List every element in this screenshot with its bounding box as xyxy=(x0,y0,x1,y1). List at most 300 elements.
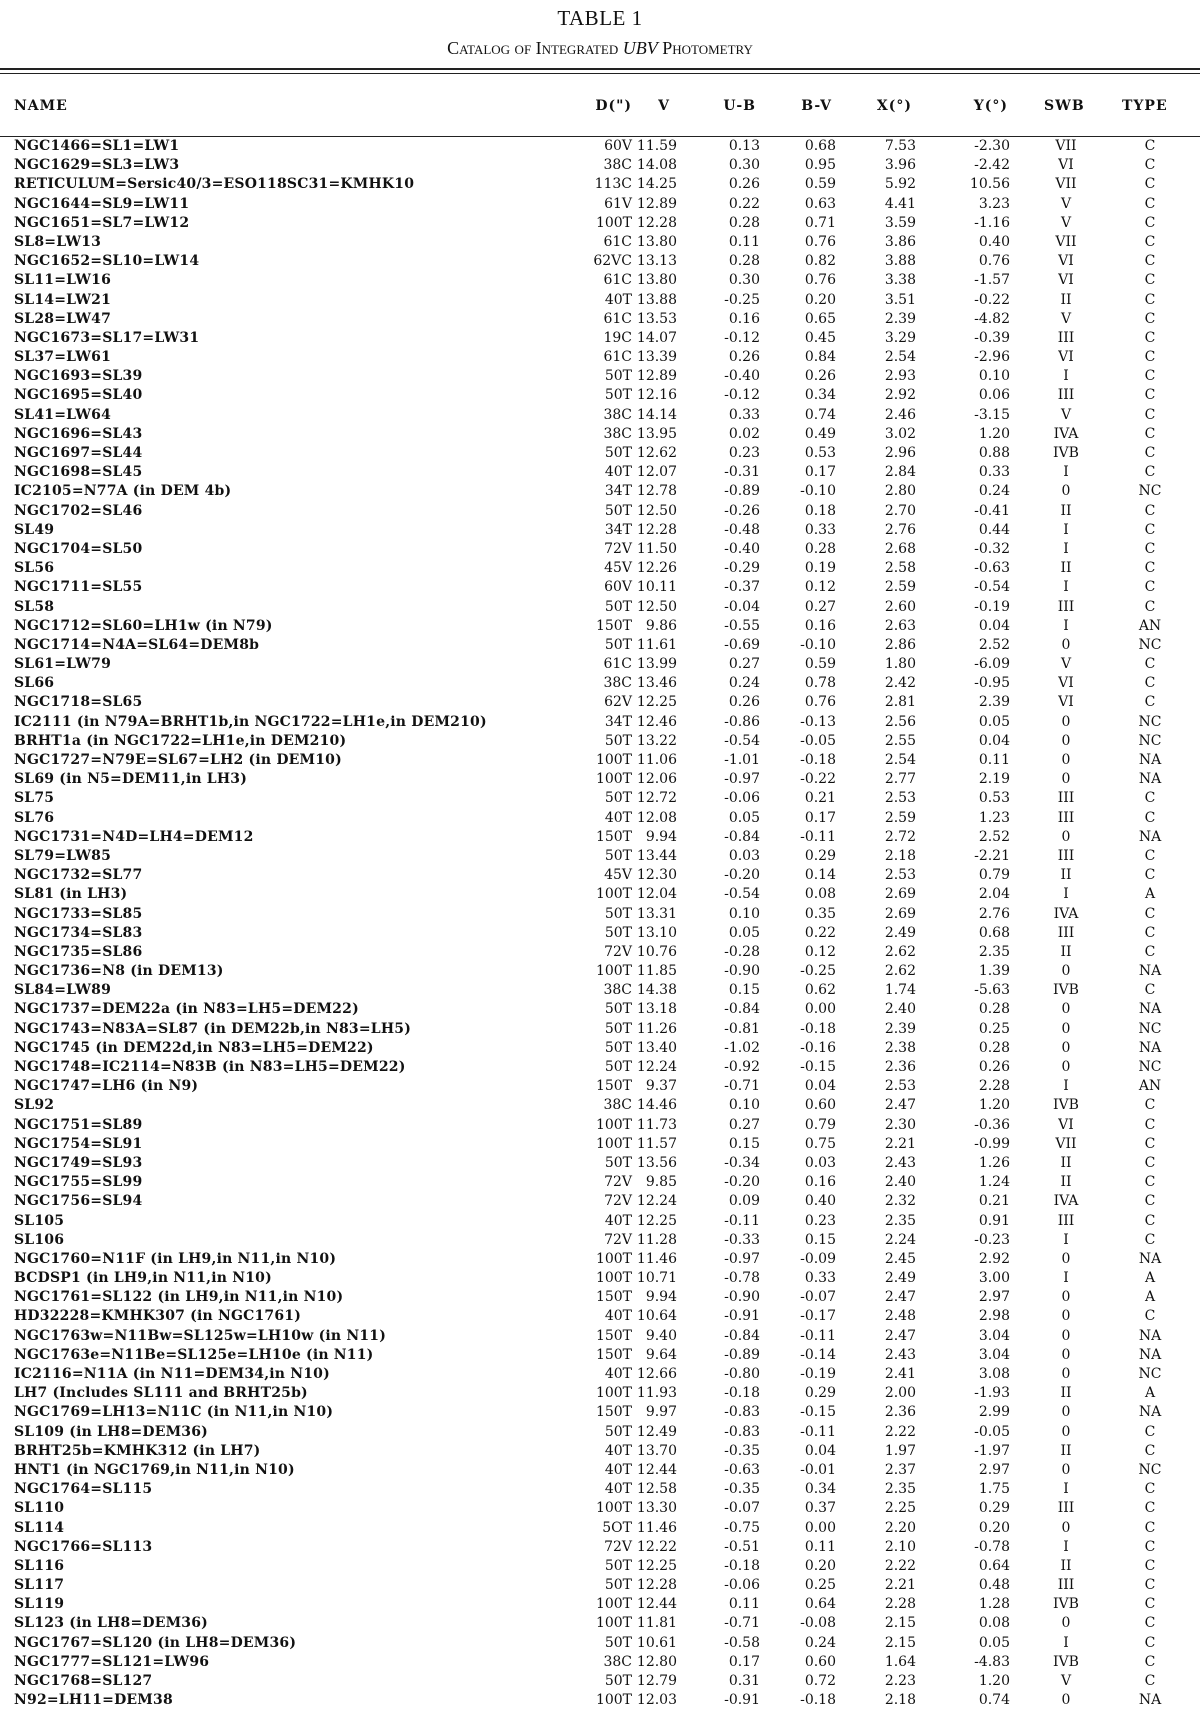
cell-type-text: NA xyxy=(1138,1404,1162,1421)
cell-type-text: A xyxy=(1144,886,1156,903)
cell-u-b: -0.55 xyxy=(724,617,760,634)
cell-name: BRHT25b=KMHK312 (in LH7) xyxy=(14,1442,261,1459)
cell-swb-text: 0 xyxy=(1061,1327,1071,1344)
cell-v: 10.71 xyxy=(636,1270,677,1287)
header-d: D(") xyxy=(595,98,632,114)
cell-name: HD32228=KMHK307 (in NGC1761) xyxy=(14,1308,302,1325)
cell-name: NGC1698=SL45 xyxy=(14,464,143,481)
cell-swb-text: 0 xyxy=(1061,1346,1071,1363)
cell-x: 3.59 xyxy=(884,214,916,231)
cell-swb-text: VI xyxy=(1058,1116,1074,1133)
cell-y: 0.68 xyxy=(978,924,1010,941)
cell-b-v: -0.05 xyxy=(800,732,836,749)
cell-x: 3.02 xyxy=(884,425,916,442)
cell-u-b: -0.06 xyxy=(724,790,760,807)
table-row xyxy=(0,1614,1200,1633)
cell-diameter: 72V xyxy=(604,1193,632,1210)
cell-name: NGC1673=SL17=LW31 xyxy=(14,329,200,346)
cell-v: 13.53 xyxy=(636,310,677,327)
cell-v: 12.03 xyxy=(636,1692,677,1709)
cell-diameter: 19C xyxy=(603,329,632,346)
cell-v: 11.28 xyxy=(636,1231,677,1248)
cell-v: 9.85 xyxy=(645,1174,677,1191)
cell-x: 2.69 xyxy=(884,905,916,922)
cell-diameter: 40T xyxy=(604,464,632,481)
table-row xyxy=(0,540,1200,559)
cell-y: 0.88 xyxy=(978,445,1010,461)
cell-y: 10.56 xyxy=(969,176,1010,193)
cell-name: HNT1 (in NGC1769,in N11,in N10) xyxy=(14,1461,295,1478)
cell-y: 0.74 xyxy=(978,1692,1010,1709)
table-row xyxy=(0,1576,1200,1595)
cell-b-v: 0.19 xyxy=(804,560,836,577)
cell-name: NGC1693=SL39 xyxy=(14,368,143,385)
table-row xyxy=(0,329,1200,348)
table-row xyxy=(0,905,1200,924)
cell-y: 0.05 xyxy=(978,713,1010,730)
table-row xyxy=(0,1691,1200,1710)
cell-u-b: -0.48 xyxy=(724,521,760,538)
cell-v: 11.46 xyxy=(636,1519,677,1536)
cell-y: -0.19 xyxy=(974,598,1010,615)
cell-type-text: C xyxy=(1144,675,1156,692)
cell-type-text: C xyxy=(1144,1193,1156,1210)
cell-y: 0.64 xyxy=(978,1557,1010,1574)
cell-v: 12.79 xyxy=(636,1673,677,1689)
cell-diameter: 150T xyxy=(595,1289,632,1306)
cell-v: 13.31 xyxy=(636,905,677,922)
cell-b-v: -0.18 xyxy=(800,1020,836,1037)
cell-v: 9.86 xyxy=(645,617,677,634)
cell-u-b: -0.86 xyxy=(724,713,760,730)
cell-y: -0.99 xyxy=(974,1135,1010,1152)
cell-v: 12.44 xyxy=(636,1596,677,1613)
cell-swb-text: 0 xyxy=(1061,1519,1071,1536)
cell-y: 0.24 xyxy=(978,483,1010,500)
cell-type-text: C xyxy=(1144,1174,1156,1191)
cell-b-v: 0.34 xyxy=(804,1481,836,1498)
cell-type-text: C xyxy=(1144,195,1156,212)
cell-v: 12.49 xyxy=(636,1423,677,1440)
cell-y: 2.35 xyxy=(978,943,1010,960)
cell-swb-text: 0 xyxy=(1061,1039,1071,1056)
cell-b-v: -0.18 xyxy=(800,752,836,768)
cell-type-text: C xyxy=(1144,1500,1156,1517)
cell-diameter: 100T xyxy=(595,1250,632,1267)
cell-type-text: C xyxy=(1144,1557,1156,1574)
cell-b-v: 0.16 xyxy=(804,1174,836,1191)
cell-y: 2.19 xyxy=(978,771,1010,788)
cell-name: NGC1760=N11F (in LH9,in N11,in N10) xyxy=(14,1250,337,1267)
cell-b-v: 0.95 xyxy=(804,157,836,174)
cell-y: 1.24 xyxy=(978,1174,1010,1191)
table-row xyxy=(0,1557,1200,1576)
cell-diameter: 38C xyxy=(603,1097,632,1114)
table-row xyxy=(0,425,1200,444)
cell-name: SL49 xyxy=(14,521,55,538)
cell-u-b: -0.89 xyxy=(724,483,760,500)
cell-name: SL8=LW13 xyxy=(14,233,102,250)
table-row xyxy=(0,1461,1200,1480)
cell-u-b: 0.11 xyxy=(728,233,760,250)
cell-swb-text: III xyxy=(1057,790,1075,807)
cell-y: 1.39 xyxy=(978,963,1010,980)
cell-b-v: 0.33 xyxy=(804,1270,836,1287)
cell-name: NGC1749=SL93 xyxy=(14,1154,143,1171)
cell-y: 2.92 xyxy=(978,1250,1010,1267)
cell-u-b: -0.91 xyxy=(724,1692,760,1709)
cell-b-v: 0.40 xyxy=(804,1193,836,1210)
cell-name: NGC1651=SL7=LW12 xyxy=(14,214,190,231)
cell-diameter: 40T xyxy=(604,291,632,308)
cell-type-text: C xyxy=(1144,387,1156,404)
cell-name: SL117 xyxy=(14,1577,65,1594)
cell-name: NGC1695=SL40 xyxy=(14,387,143,404)
cell-b-v: 0.12 xyxy=(804,943,836,960)
cell-x: 2.10 xyxy=(884,1538,916,1555)
cell-u-b: 0.22 xyxy=(728,195,760,212)
cell-type-text: C xyxy=(1144,1308,1156,1325)
cell-name: NGC1747=LH6 (in N9) xyxy=(14,1078,199,1095)
cell-name: NGC1733=SL85 xyxy=(14,905,143,922)
cell-x: 2.62 xyxy=(884,963,916,980)
cell-b-v: 0.76 xyxy=(804,272,836,289)
cell-swb-text: II xyxy=(1060,867,1072,884)
cell-b-v: 0.64 xyxy=(804,1596,836,1613)
cell-y: 0.76 xyxy=(978,253,1010,270)
cell-u-b: -0.90 xyxy=(724,1289,760,1306)
cell-name: SL106 xyxy=(14,1231,65,1248)
cell-diameter: 50T xyxy=(604,1001,632,1018)
cell-u-b: -0.83 xyxy=(724,1423,760,1440)
cell-name: NGC1737=DEM22a (in N83=LH5=DEM22) xyxy=(14,1001,359,1018)
cell-b-v: 0.04 xyxy=(804,1078,836,1095)
cell-diameter: 50T xyxy=(604,1059,632,1075)
cell-y: 0.33 xyxy=(978,464,1010,481)
table-row xyxy=(0,559,1200,578)
cell-swb-text: VII xyxy=(1055,138,1077,154)
cell-swb-text: V xyxy=(1060,214,1072,231)
cell-diameter: 50T xyxy=(604,368,632,385)
cell-swb-text: 0 xyxy=(1061,732,1071,749)
header-y: Y(°) xyxy=(973,98,1008,114)
cell-b-v: 0.00 xyxy=(804,1001,836,1018)
cell-y: 3.08 xyxy=(978,1366,1010,1382)
cell-u-b: -0.80 xyxy=(724,1366,760,1382)
cell-diameter: 50T xyxy=(604,1423,632,1440)
cell-diameter: 38C xyxy=(603,157,632,174)
cell-swb-text: III xyxy=(1057,329,1075,346)
cell-u-b: 0.16 xyxy=(728,310,760,327)
cell-v: 12.28 xyxy=(636,521,677,538)
cell-diameter: 50T xyxy=(604,1557,632,1574)
cell-swb-text: 0 xyxy=(1061,1404,1071,1421)
cell-b-v: 0.60 xyxy=(804,1097,836,1114)
cell-v: 14.25 xyxy=(636,176,677,193)
cell-x: 2.53 xyxy=(884,1078,916,1095)
cell-type-text: C xyxy=(1144,1615,1156,1632)
cell-name: LH7 (Includes SL111 and BRHT25b) xyxy=(14,1385,308,1402)
cell-name: SL79=LW85 xyxy=(14,847,112,864)
cell-name: NGC1735=SL86 xyxy=(14,943,143,960)
cell-u-b: -0.35 xyxy=(724,1481,760,1498)
cell-v: 10.76 xyxy=(636,943,677,960)
cell-v: 12.04 xyxy=(636,886,677,903)
cell-name: NGC1766=SL113 xyxy=(14,1538,153,1555)
cell-y: -1.16 xyxy=(974,214,1010,231)
cell-b-v: 0.76 xyxy=(804,233,836,250)
cell-x: 2.15 xyxy=(884,1615,916,1632)
cell-name: NGC1767=SL120 (in LH8=DEM36) xyxy=(14,1634,297,1651)
cell-u-b: -0.25 xyxy=(724,291,760,308)
cell-y: -0.95 xyxy=(974,675,1010,692)
cell-y: -0.78 xyxy=(974,1538,1010,1555)
table-row xyxy=(0,732,1200,751)
cell-type-text: A xyxy=(1144,1385,1156,1402)
cell-v: 12.28 xyxy=(636,1577,677,1594)
cell-type-text: C xyxy=(1144,1154,1156,1171)
cell-x: 7.53 xyxy=(884,138,916,154)
cell-diameter: 38C xyxy=(603,425,632,442)
cell-swb-text: 0 xyxy=(1061,1020,1071,1037)
cell-diameter: 40T xyxy=(604,1212,632,1229)
cell-swb-text: IVA xyxy=(1053,905,1079,922)
cell-diameter: 38C xyxy=(603,406,632,423)
cell-diameter: 40T xyxy=(604,1461,632,1478)
cell-x: 4.41 xyxy=(884,195,916,212)
cell-type-text: C xyxy=(1144,1135,1156,1152)
cell-x: 2.37 xyxy=(884,1461,916,1478)
cell-swb-text: I xyxy=(1063,540,1069,557)
cell-x: 2.47 xyxy=(884,1327,916,1344)
cell-swb-text: IVB xyxy=(1053,1596,1079,1613)
table-row xyxy=(0,885,1200,904)
table-row xyxy=(0,636,1200,655)
cell-name: SL61=LW79 xyxy=(14,656,112,673)
table-row xyxy=(0,1231,1200,1250)
cell-u-b: -0.18 xyxy=(724,1557,760,1574)
cell-x: 2.24 xyxy=(884,1231,916,1248)
cell-swb-text: V xyxy=(1060,406,1072,423)
header-ub: U-B xyxy=(723,98,756,114)
cell-y: 2.04 xyxy=(978,886,1010,903)
cell-u-b: 0.03 xyxy=(728,847,760,864)
cell-y: 1.75 xyxy=(978,1481,1010,1498)
cell-y: 0.44 xyxy=(978,521,1010,538)
cell-b-v: -0.18 xyxy=(800,1692,836,1709)
cell-diameter: 100T xyxy=(595,1270,632,1287)
cell-swb-text: 0 xyxy=(1061,1001,1071,1018)
cell-v: 13.40 xyxy=(636,1039,677,1056)
cell-swb-text: VII xyxy=(1055,1135,1077,1152)
cell-u-b: 0.26 xyxy=(728,694,760,711)
cell-diameter: 50T xyxy=(604,1673,632,1689)
table-row xyxy=(0,1173,1200,1192)
cell-v: 12.22 xyxy=(636,1538,677,1555)
cell-y: -0.22 xyxy=(974,291,1010,308)
table-row xyxy=(0,463,1200,482)
cell-u-b: -0.69 xyxy=(724,636,760,653)
cell-swb-text: I xyxy=(1063,1270,1069,1287)
cell-type-text: C xyxy=(1144,1596,1156,1613)
table-row xyxy=(0,291,1200,310)
cell-swb-text: I xyxy=(1063,1481,1069,1498)
cell-diameter: 50T xyxy=(604,598,632,615)
cell-u-b: 0.15 xyxy=(728,1135,760,1152)
cell-diameter: 100T xyxy=(595,214,632,231)
cell-u-b: -0.97 xyxy=(724,771,760,788)
cell-v: 9.40 xyxy=(645,1327,677,1344)
cell-x: 2.28 xyxy=(884,1596,916,1613)
table-row xyxy=(0,981,1200,1000)
cell-y: 3.00 xyxy=(978,1270,1010,1287)
cell-swb-text: IVA xyxy=(1053,425,1079,442)
cell-b-v: -0.15 xyxy=(800,1404,836,1421)
cell-u-b: 0.15 xyxy=(728,982,760,999)
cell-b-v: 0.65 xyxy=(804,310,836,327)
cell-type-text: C xyxy=(1144,579,1156,596)
cell-diameter: 61C xyxy=(603,656,632,673)
table-row xyxy=(0,1634,1200,1653)
cell-x: 3.86 xyxy=(884,233,916,250)
cell-name: NGC1704=SL50 xyxy=(14,540,143,557)
cell-b-v: 0.21 xyxy=(804,790,836,807)
cell-type-text: NC xyxy=(1138,1366,1162,1382)
table-caption xyxy=(0,38,1200,59)
cell-y: 2.52 xyxy=(978,828,1010,845)
cell-v: 13.56 xyxy=(636,1154,677,1171)
cell-y: -1.97 xyxy=(974,1442,1010,1459)
table-title: TABLE 1 xyxy=(557,6,643,30)
cell-x: 2.62 xyxy=(884,943,916,960)
cell-type-text: C xyxy=(1144,272,1156,289)
cell-u-b: 0.23 xyxy=(728,445,760,461)
cell-swb-text: 0 xyxy=(1061,771,1071,788)
cell-u-b: 0.26 xyxy=(728,349,760,366)
cell-swb-text: VI xyxy=(1058,694,1074,711)
table-row xyxy=(0,655,1200,674)
cell-u-b: 0.10 xyxy=(728,905,760,922)
table-row xyxy=(0,1000,1200,1019)
cell-swb-text: 0 xyxy=(1061,963,1071,980)
cell-diameter: 50T xyxy=(604,1039,632,1056)
cell-u-b: 0.28 xyxy=(728,253,760,270)
cell-x: 2.25 xyxy=(884,1500,916,1517)
cell-b-v: 0.79 xyxy=(804,1116,836,1133)
cell-diameter: 5OT xyxy=(602,1519,632,1536)
cell-type-text: C xyxy=(1144,1634,1156,1651)
cell-b-v: -0.17 xyxy=(800,1308,836,1325)
table-row xyxy=(0,598,1200,617)
cell-u-b: -0.92 xyxy=(724,1059,760,1075)
cell-b-v: 0.08 xyxy=(804,886,836,903)
cell-v: 13.99 xyxy=(636,656,677,673)
cell-name: SL58 xyxy=(14,598,55,615)
cell-v: 11.59 xyxy=(636,138,677,154)
cell-x: 2.93 xyxy=(884,368,916,385)
cell-x: 3.51 xyxy=(884,291,916,308)
cell-type-text: C xyxy=(1144,694,1156,711)
cell-v: 12.16 xyxy=(636,387,677,404)
cell-type-text: C xyxy=(1144,1097,1156,1114)
cell-u-b: 0.33 xyxy=(728,406,760,423)
cell-u-b: -0.97 xyxy=(724,1250,760,1267)
cell-diameter: 100T xyxy=(595,771,632,788)
cell-swb-text: I xyxy=(1063,617,1069,634)
cell-name: SL81 (in LH3) xyxy=(14,886,128,903)
cell-v: 12.28 xyxy=(636,214,677,231)
cell-y: 0.48 xyxy=(978,1577,1010,1594)
cell-diameter: 38C xyxy=(603,1653,632,1670)
cell-y: -0.32 xyxy=(974,540,1010,557)
cell-v: 10.64 xyxy=(636,1308,677,1325)
table-row xyxy=(0,1538,1200,1557)
cell-x: 2.59 xyxy=(884,579,916,596)
cell-swb-text: 0 xyxy=(1061,1461,1071,1478)
cell-x: 2.39 xyxy=(884,310,916,327)
cell-name: NGC1711=SL55 xyxy=(14,579,143,596)
cell-x: 1.80 xyxy=(884,656,916,673)
cell-swb-text: 0 xyxy=(1061,1250,1071,1267)
cell-diameter: 40T xyxy=(604,809,632,826)
cell-b-v: 0.11 xyxy=(804,1538,836,1555)
cell-v: 9.64 xyxy=(645,1346,677,1363)
cell-y: 2.98 xyxy=(978,1308,1010,1325)
cell-name: SL37=LW61 xyxy=(14,349,112,366)
cell-y: 0.21 xyxy=(978,1193,1010,1210)
cell-u-b: -0.34 xyxy=(724,1154,760,1171)
cell-b-v: 0.71 xyxy=(804,214,836,231)
cell-y: 2.97 xyxy=(978,1461,1010,1478)
cell-diameter: 50T xyxy=(604,1154,632,1171)
cell-type-text: C xyxy=(1144,253,1156,270)
cell-x: 1.74 xyxy=(884,982,916,999)
cell-name: SL105 xyxy=(14,1212,65,1229)
cell-type-text: NC xyxy=(1138,732,1162,749)
cell-name: SL114 xyxy=(14,1519,65,1536)
cell-x: 2.30 xyxy=(884,1116,916,1133)
table-row xyxy=(0,310,1200,329)
cell-u-b: -0.33 xyxy=(724,1231,760,1248)
cell-type-text: C xyxy=(1144,214,1156,231)
table-row xyxy=(0,1269,1200,1288)
table-row xyxy=(0,1250,1200,1269)
cell-diameter: 100T xyxy=(595,1596,632,1613)
cell-v: 12.50 xyxy=(636,598,677,615)
cell-u-b: 0.02 xyxy=(728,425,760,442)
cell-swb-text: I xyxy=(1063,1538,1069,1555)
cell-b-v: 0.12 xyxy=(804,579,836,596)
table-row xyxy=(0,1499,1200,1518)
cell-x: 2.86 xyxy=(884,636,916,653)
header-bv: B-V xyxy=(801,98,832,114)
cell-x: 2.53 xyxy=(884,790,916,807)
cell-name: NGC1727=N79E=SL67=LH2 (in DEM10) xyxy=(14,752,342,768)
cell-v: 13.80 xyxy=(636,272,677,289)
cell-diameter: 100T xyxy=(595,1135,632,1152)
cell-type-text: C xyxy=(1144,982,1156,999)
cell-type-text: C xyxy=(1144,1231,1156,1248)
cell-name: NGC1714=N4A=SL64=DEM8b xyxy=(14,636,260,653)
cell-name: SL84=LW89 xyxy=(14,982,112,999)
cell-y: 1.20 xyxy=(978,425,1010,442)
cell-b-v: 0.60 xyxy=(804,1653,836,1670)
cell-x: 2.76 xyxy=(884,521,916,538)
cell-diameter: 61C xyxy=(603,310,632,327)
table-row xyxy=(0,809,1200,828)
cell-swb-text: III xyxy=(1057,1500,1075,1517)
table-row xyxy=(0,1595,1200,1614)
